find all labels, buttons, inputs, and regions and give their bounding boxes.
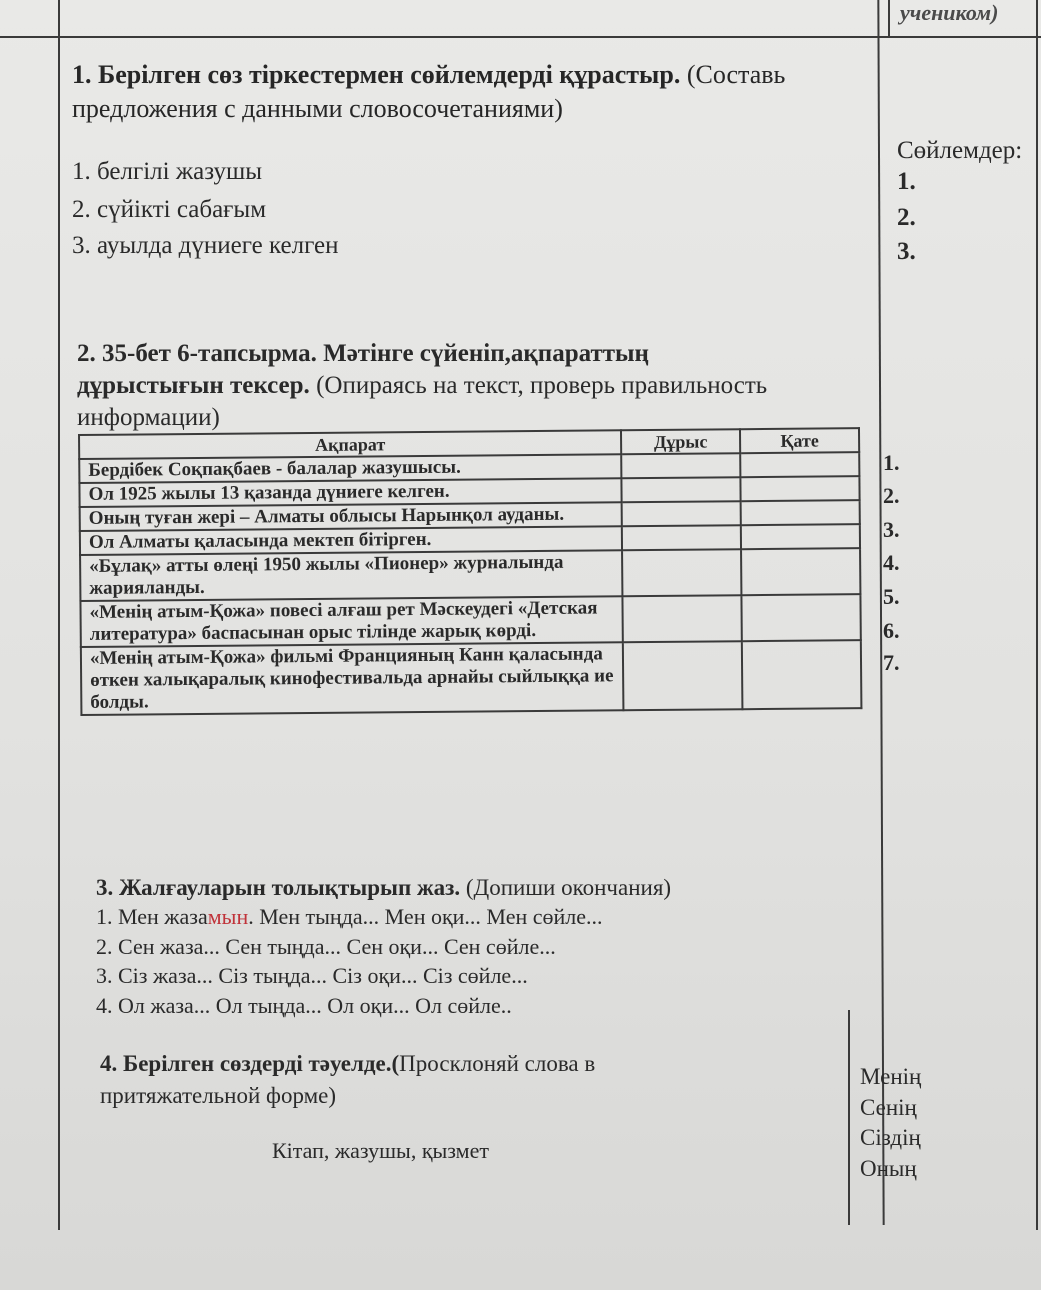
fact-cell: Ол Алматы қаласында мектеп бітірген. [80,526,622,555]
middle-column-rule [877,0,884,1225]
false-answer-cell[interactable] [740,452,859,477]
conjugation-line-4: 4. Ол жаза... Ол тыңда... Ол оқи... Ол сөйле.. [96,993,512,1018]
pronoun-label: Сенің [860,1095,917,1120]
conjugation-line-1 [96,904,603,930]
true-answer-cell[interactable] [623,595,742,642]
false-answer-cell[interactable] [741,500,860,525]
header-true: Дұрыс [621,429,740,454]
line1-rest: . Мен тыңда... Мен оқи... Мен сөйле... [248,904,603,929]
table-row [81,640,862,715]
section2-title-kk-2: дұрыстығын тексер. [77,372,310,399]
section2-title-kk-1: 2. 35-бет 6-тапсырма. Мәтінге сүйеніп,ақпараттың [77,340,649,367]
section1-item: 1. белгілі жазушы [72,158,263,185]
answer-number: 6. [883,618,900,643]
conjugation-line-3: 3. Сіз жаза... Сіз тыңда... Сіз оқи... Сіз сөйле... [96,963,528,988]
section2-title [77,338,867,434]
section3-title [96,875,671,901]
pronoun-label: Сіздің [860,1125,921,1150]
top-rule [0,36,1041,38]
true-answer-cell[interactable] [622,501,741,526]
pronoun-label: Менің [860,1064,922,1089]
header-false: Қате [740,428,859,453]
false-answer-cell[interactable] [740,476,859,501]
false-answer-cell[interactable] [741,524,860,549]
answer-number: 1. [883,450,900,475]
header-corner-text: учеником) [900,0,999,25]
section1-item: 3. ауылда дүниеге келген [72,232,339,259]
answer-number: 5. [883,584,900,609]
section4-title [100,1048,720,1112]
answer-number: 4. [883,550,900,575]
section3-title-ru: (Допиши окончания) [465,875,672,900]
true-answer-cell[interactable] [622,477,741,502]
conjugation-line-2: 2. Сен жаза... Сен тыңда... Сен оқи... Сен сөйле... [96,934,556,959]
fact-cell: «Бұлақ» атты өлеңі 1950 жылы «Пионер» журналында жарияланды. [80,550,623,601]
sentences-label: Сөйлемдер: [897,137,1023,164]
words-to-decline: Кітап, жазушы, қызмет [272,1138,489,1163]
sentence-number: 2. [897,204,916,231]
sentence-number: 1. [897,168,916,195]
sentence-number: 3. [897,238,916,265]
true-answer-cell[interactable] [622,525,741,550]
answer-number: 2. [883,483,900,508]
section1-title-ru-1: (Составь [686,60,786,89]
fact-cell: Оның туған жері – Алматы облысы Нарынқол ауданы. [80,502,622,531]
answer-number: 7. [883,650,900,675]
left-column-rule [58,0,60,1230]
false-answer-cell[interactable] [741,594,860,641]
fact-cell: «Менің атым-Қожа» фильмі Францияның Канн қаласында өткен халықаралық кинофестивальда арнайы сыйлыққа ие болды. [81,642,624,715]
section1-title-ru-2: предложения с данными словосочетаниями) [72,94,563,123]
true-answer-cell[interactable] [621,453,740,478]
section4-title-ru: Просклоняй слова в притяжательной форме) [100,1051,596,1108]
fact-check-table [78,427,862,716]
answer-number: 3. [883,517,900,542]
section1-title [72,58,872,126]
false-answer-cell[interactable] [742,640,862,709]
section2-title-ru-3: информации) [77,404,220,431]
section1-title-kk: 1. Берілген сөз тіркестермен сөйлемдерді құрастыр. [72,60,681,89]
right-column-rule-upper [888,0,890,36]
section3-title-kk: 3. Жалғауларын толықтырып жаз. [96,875,461,900]
line1-example-ending: мын [207,904,249,929]
section4-title-kk: 4. Берілген сөздерді тәуелде.( [100,1051,400,1076]
header-info: Ақпарат [79,430,621,459]
section1-item: 2. сүйікті сабағым [72,196,267,223]
fact-cell: Ол 1925 жылы 13 қазанда дүниеге келген. [79,478,621,507]
false-answer-cell[interactable] [741,548,860,595]
true-answer-cell[interactable] [623,641,742,710]
true-answer-cell[interactable] [622,549,741,596]
fact-cell: «Менің атым-Қожа» повесі алғаш рет Мәскеудегі «Детская литература» баспасынан орыс тілінде жарық көрді. [80,596,623,647]
section2-title-ru-2: (Опираясь на текст, проверь правильность [316,372,768,399]
table-row [80,594,860,647]
pronoun-label: Оның [860,1156,917,1181]
table-row [80,548,860,601]
line1-start: 1. Мен жаза [96,904,208,929]
right-inner-rule [848,1010,850,1225]
fact-cell: Бердібек Соқпақбаев - балалар жазушысы. [79,454,621,483]
right-page-rule [1036,0,1038,1230]
